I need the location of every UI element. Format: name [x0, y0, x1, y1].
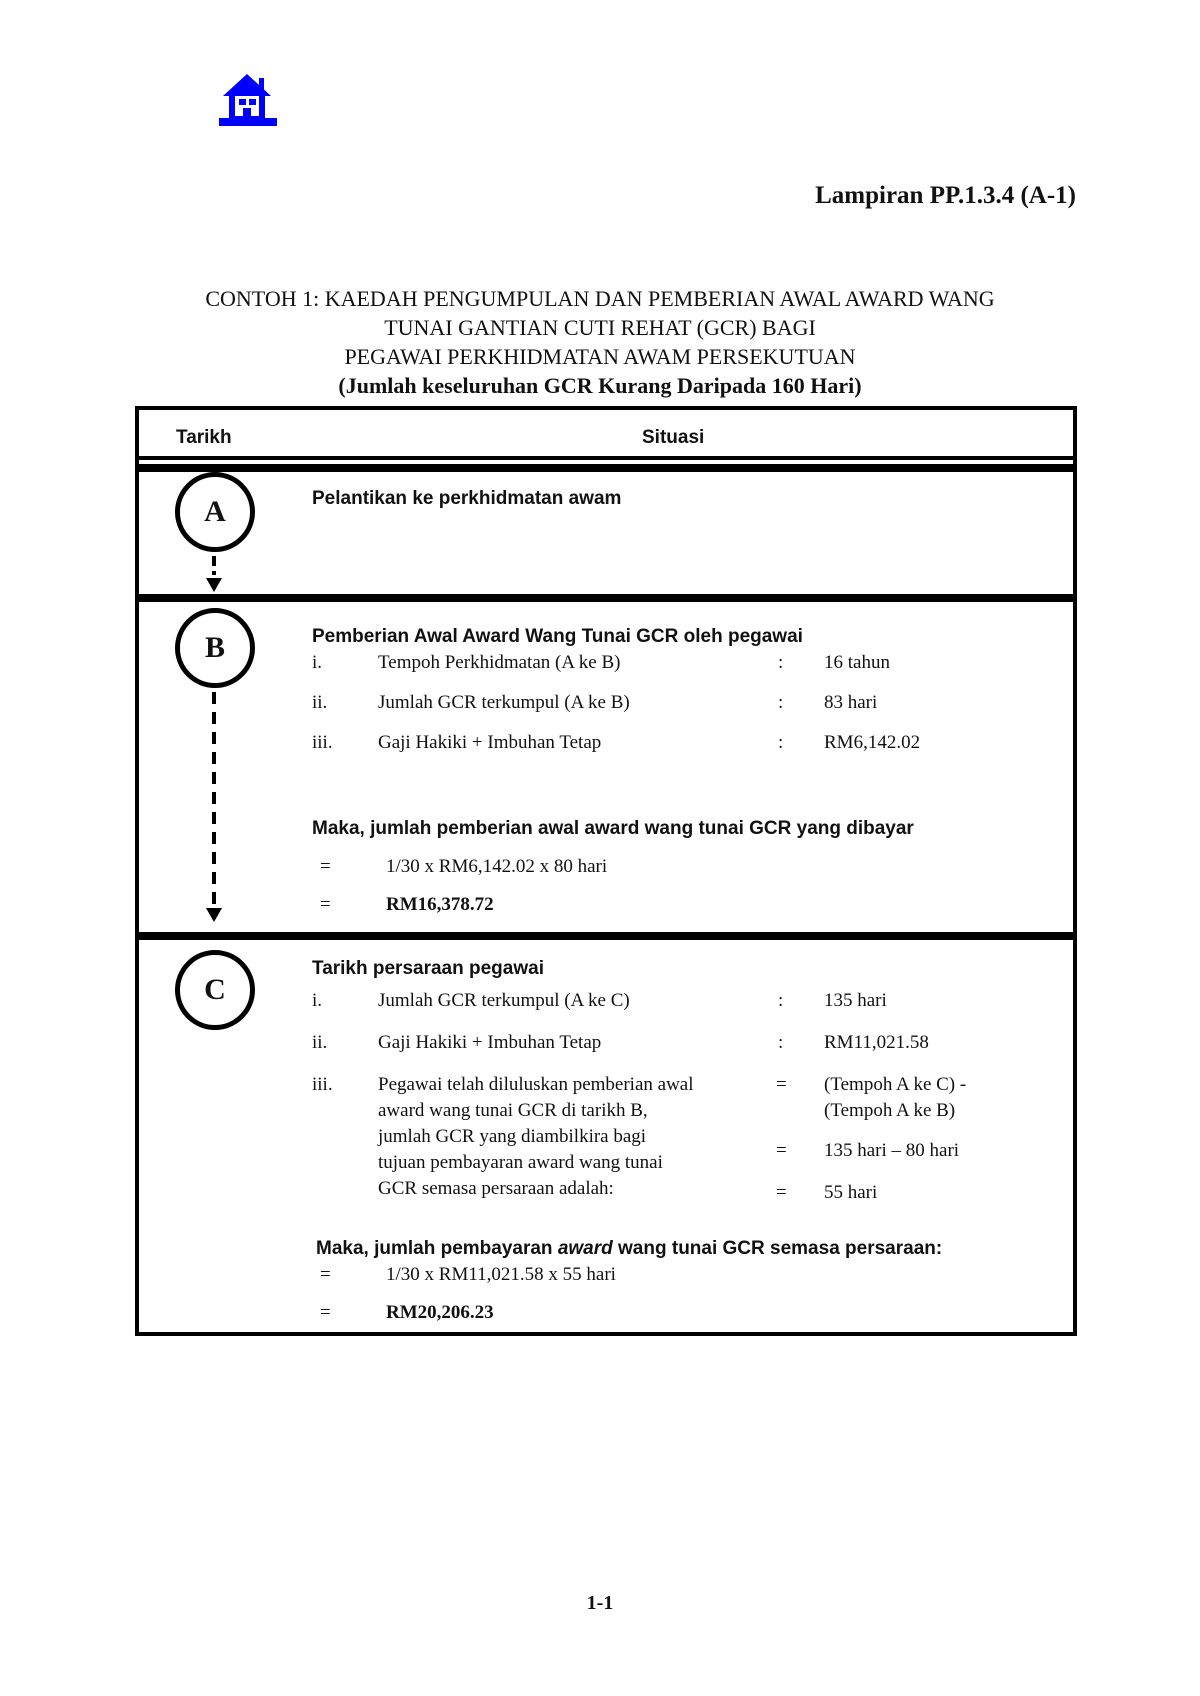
- attachment-reference: Lampiran PP.1.3.4 (A-1): [815, 182, 1076, 209]
- section-c-item-num: i.: [312, 990, 323, 1011]
- column-header-situasi: Situasi: [642, 427, 705, 448]
- section-c-item-label: Gaji Hakiki + Imbuhan Tetap: [378, 1032, 602, 1053]
- section-c-item3-sep: =: [776, 1182, 787, 1203]
- title-line-4: (Jumlah keseluruhan GCR Kurang Daripada 160 Hari): [338, 373, 862, 398]
- section-c-item3-sep: =: [776, 1074, 787, 1095]
- section-c-item3-value: 55 hari: [824, 1182, 878, 1203]
- section-c-heading: Tarikh persaraan pegawai: [312, 958, 544, 979]
- home-icon: [215, 72, 279, 130]
- marker-c: C: [175, 950, 255, 1030]
- section-b-total: RM16,378.72: [386, 894, 494, 915]
- section-c-calculation: 1/30 x RM11,021.58 x 55 hari: [386, 1264, 616, 1285]
- section-c-calc-sign: =: [320, 1264, 331, 1285]
- section-b-calc-sign: =: [320, 894, 331, 915]
- section-b-item-label: Tempoh Perkhidmatan (A ke B): [378, 652, 621, 673]
- section-c-item-label: Jumlah GCR terkumpul (A ke C): [378, 990, 630, 1011]
- section-c-item-sep: :: [778, 990, 784, 1011]
- title-line-2: TUNAI GANTIAN CUTI REHAT (GCR) BAGI: [384, 315, 816, 340]
- arrow-to-b-icon: [206, 578, 222, 592]
- section-c-item3-value: (Tempoh A ke B): [824, 1100, 956, 1121]
- section-c-item-value: RM11,021.58: [824, 1032, 929, 1053]
- section-c-total: RM20,206.23: [386, 1302, 494, 1323]
- section-b-item-sep: :: [778, 692, 784, 713]
- section-c-result-heading: Maka, jumlah pembayaran award wang tunai GCR semasa persaraan:: [316, 1238, 943, 1259]
- arrow-to-c-icon: [206, 908, 222, 922]
- page-number: 1-1: [586, 1592, 614, 1614]
- header-divider: [135, 456, 1077, 460]
- section-c-item-value: 135 hari: [824, 990, 887, 1011]
- section-b-item-num: ii.: [312, 692, 328, 713]
- marker-b: B: [175, 608, 255, 688]
- section-b-item-sep: :: [778, 732, 784, 753]
- column-header-tarikh: Tarikh: [176, 427, 232, 448]
- section-c-item3-sep: =: [776, 1140, 787, 1161]
- section-b-item-num: i.: [312, 652, 323, 673]
- section-b-item-label: Gaji Hakiki + Imbuhan Tetap: [378, 732, 602, 753]
- section-a-heading: Pelantikan ke perkhidmatan awam: [312, 488, 622, 509]
- section-b-item-value: RM6,142.02: [824, 732, 921, 753]
- section-b-heading: Pemberian Awal Award Wang Tunai GCR oleh pegawai: [312, 626, 803, 647]
- section-a-top-border: [135, 464, 1077, 472]
- marker-a: A: [175, 472, 255, 552]
- section-b-item-value: 83 hari: [824, 692, 878, 713]
- section-b-item-num: iii.: [312, 732, 333, 753]
- section-b-top-border: [135, 594, 1077, 602]
- section-c-item3-line: jumlah GCR yang diambilkira bagi: [378, 1126, 647, 1147]
- connector-a-b: [212, 556, 216, 566]
- section-b-calc-sign: =: [320, 856, 331, 877]
- section-c-item3-line: award wang tunai GCR di tarikh B,: [378, 1100, 648, 1121]
- section-c-item-num: iii.: [312, 1074, 333, 1095]
- section-c-item-num: ii.: [312, 1032, 328, 1053]
- connector-b-c: [212, 692, 216, 906]
- section-b-item-label: Jumlah GCR terkumpul (A ke B): [378, 692, 630, 713]
- section-c-item3-value: 135 hari – 80 hari: [824, 1140, 960, 1161]
- section-c-item-sep: :: [778, 1032, 784, 1053]
- section-b-item-sep: :: [778, 652, 784, 673]
- title-line-3: PEGAWAI PERKHIDMATAN AWAM PERSEKUTUAN: [344, 344, 856, 369]
- section-b-result-heading: Maka, jumlah pemberian awal award wang tunai GCR yang dibayar: [312, 818, 914, 839]
- section-c-item3-line: tujuan pembayaran award wang tunai: [378, 1152, 663, 1173]
- section-b-item-value: 16 tahun: [824, 652, 890, 673]
- section-c-calc-sign: =: [320, 1302, 331, 1323]
- section-c-top-border: [135, 932, 1077, 940]
- section-b-calculation: 1/30 x RM6,142.02 x 80 hari: [386, 856, 608, 877]
- title-line-1: CONTOH 1: KAEDAH PENGUMPULAN DAN PEMBERIAN AWAL AWARD WANG: [205, 286, 995, 311]
- section-c-item3-value: (Tempoh A ke C) -: [824, 1074, 967, 1095]
- section-c-item3-line: GCR semasa persaraan adalah:: [378, 1178, 614, 1199]
- section-c-item3-line: Pegawai telah diluluskan pemberian awal: [378, 1074, 694, 1095]
